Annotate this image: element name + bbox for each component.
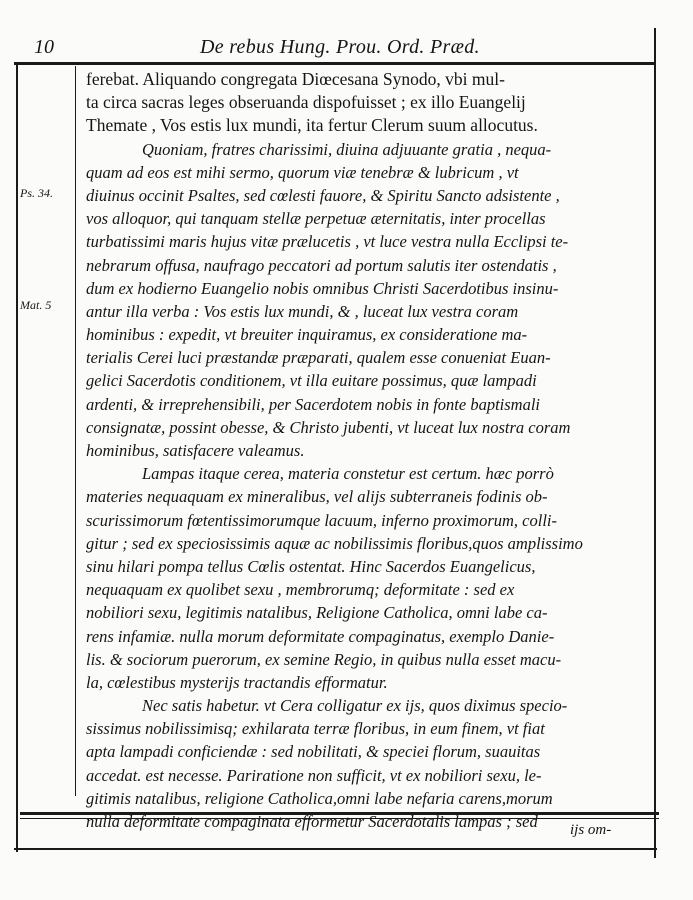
text-line: la, cœlestibus mysterijs tractandis efformatur. bbox=[86, 672, 388, 692]
catchword: ijs om- bbox=[570, 822, 612, 838]
text-line: Nec satis habetur. vt Cera colligatur ex ijs, quos diximus specio- bbox=[142, 696, 568, 716]
footer-rule bbox=[14, 848, 657, 850]
marginal-note-matthew: Mat. 5 bbox=[20, 298, 52, 312]
text-line: Quoniam, fratres charissimi, diuina adjuuante gratia , nequa- bbox=[142, 139, 552, 159]
text-line: nobiliori sexu, legitimis natalibus, Religione Catholica, omni labe ca- bbox=[86, 603, 548, 623]
text-line: ardenti, & irreprehensibili, per Sacerdotem nobis in fonte baptismali bbox=[86, 394, 541, 414]
text-line: Themate , Vos estis lux mundi, ita fertur Clerum suum allocutus. bbox=[86, 115, 538, 136]
text-line: gitur ; sed ex speciosissimis aquæ ac nobilissimis floribus,quos amplissimo bbox=[86, 533, 583, 553]
text-line: accedat. est necesse. Pariratione non sufficit, vt ex nobiliori sexu, le- bbox=[86, 765, 542, 785]
header-rule bbox=[14, 62, 655, 65]
text-line: scurissimorum fœtentissimorumque lacuum, inferno proximorum, colli- bbox=[86, 510, 557, 530]
text-line: vos alloquor, qui tanquam stellæ perpetuæ æternitatis, inter procellas bbox=[86, 209, 546, 229]
text-line: hominibus, satisfacere valeamus. bbox=[86, 441, 305, 460]
marginal-note-psalm: Ps. 34. bbox=[20, 186, 53, 200]
text-line: Lampas itaque cerea, materia constetur est certum. hæc porrò bbox=[142, 464, 554, 484]
text-line: turbatissimi maris hujus vitæ prælucetis , vt luce vestra nulla Ecclipsi te- bbox=[86, 232, 569, 252]
text-line: antur illa verba : Vos estis lux mundi, & , luceat lux vestra coram bbox=[86, 301, 519, 321]
text-line: dum ex hodierno Euangelio nobis omnibus Christi Sacerdotibus insinu- bbox=[86, 278, 559, 298]
text-line: terialis Cerei luci præstandæ præparati, qualem esse conueniat Euan- bbox=[86, 348, 551, 368]
text-line: hominibus : expedit, vt breuiter inquiramus, ex consideratione ma- bbox=[86, 325, 528, 345]
running-head: De rebus Hung. Prou. Ord. Præd. bbox=[200, 36, 480, 58]
margin-divider-rule bbox=[75, 66, 76, 796]
text-line: nequaquam ex quolibet sexu , membrorumq; deformitate : sed ex bbox=[86, 580, 515, 600]
text-line: apta lampadi conficiendæ : sed nobilitati, & speciei florum, suauitas bbox=[86, 742, 541, 762]
text-line: gitimis natalibus, religione Catholica,omni labe nefaria carens,morum bbox=[86, 788, 553, 808]
text-line: lis. & sociorum puerorum, ex semine Regio, in quibus nulla esset macu- bbox=[86, 649, 562, 669]
text-line: sinu hilari pompa tellus Cœlis ostentat. Hinc Sacerdos Euangelicus, bbox=[86, 556, 536, 576]
left-border-rule bbox=[16, 62, 18, 852]
right-border-rule bbox=[654, 28, 656, 858]
text-line: nulla deformitate compaginata efformetur Sacerdotalis lampas ; sed bbox=[86, 812, 538, 831]
text-line: sissimus nobilissimisq; exhilarata terræ floribus, in eum finem, vt fiat bbox=[86, 719, 545, 739]
text-line: quam ad eos est mihi sermo, quorum viæ tenebræ & lubricum , vt bbox=[86, 162, 519, 182]
text-line: nebrarum offusa, naufrago peccatori ad portum salutis iter ostendatis , bbox=[86, 255, 557, 275]
text-line: diuinus occinit Psaltes, sed cœlesti fauore, & Spiritu Sancto adsistente , bbox=[86, 185, 560, 205]
text-line: gelici Sacerdotis conditionem, vt illa euitare possimus, quæ lampadi bbox=[86, 371, 537, 391]
text-line: ferebat. Aliquando congregata Diœcesana Synodo, vbi mul- bbox=[86, 69, 505, 89]
text-line: ta circa sacras leges obseruanda dispofuisset ; ex illo Euangelij bbox=[86, 92, 526, 113]
text-line: materies nequaquam ex mineralibus, vel alijs subterraneis fodinis ob- bbox=[86, 487, 548, 507]
body-text bbox=[86, 68, 652, 833]
text-line: rens infamiæ. nulla morum deformitate compaginatus, exemplo Danie- bbox=[86, 626, 555, 646]
text-line: consignatæ, possint obesse, & Christo jubenti, vt luceat lux nostra coram bbox=[86, 417, 571, 437]
page-number: 10 bbox=[34, 36, 54, 58]
